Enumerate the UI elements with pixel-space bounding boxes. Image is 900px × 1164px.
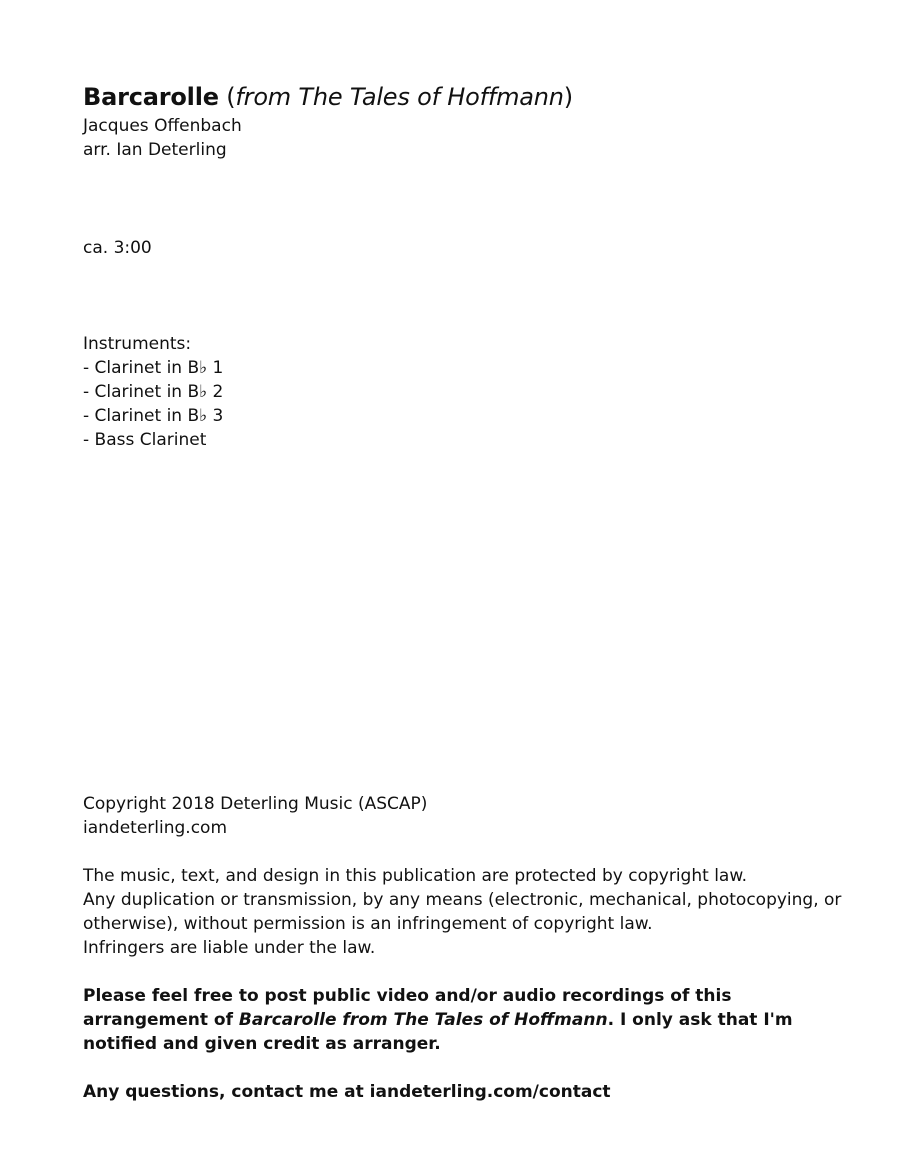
legal-line: The music, text, and design in this publication are protected by copyright law.	[83, 866, 748, 886]
legal-line: Any duplication or transmission, by any means (electronic, mechanical, photocopying, or	[83, 890, 842, 910]
title-open-paren: (	[218, 83, 236, 111]
arranger: arr. Ian Deterling	[83, 140, 227, 160]
title-main: Barcarolle	[83, 83, 219, 111]
instrument-item: - Bass Clarinet	[83, 430, 207, 450]
instrument-list	[83, 332, 223, 452]
instruments-heading: Instruments:	[83, 334, 192, 354]
instrument-item: - Clarinet in B♭ 1	[83, 358, 224, 378]
composer: Jacques Offenbach	[83, 116, 242, 136]
instrument-item: - Clarinet in B♭ 2	[83, 382, 224, 402]
footer-section	[83, 792, 842, 1104]
recording-permission-notice	[83, 984, 823, 1056]
legal-line: Infringers are liable under the law.	[83, 938, 376, 958]
credits	[83, 114, 823, 162]
title-subtitle: from The Tales of Hoffmann	[235, 83, 564, 111]
contact-line: Any questions, contact me at iandeterling.com/contact	[83, 1082, 611, 1102]
website-link[interactable]: iandeterling.com	[83, 818, 228, 838]
notice-work-title: Barcarolle from The Tales of Hoffmann	[238, 1010, 608, 1030]
title-close-paren: )	[563, 83, 573, 111]
notice-part1: Please feel free to post public video and/or audio recordings of this arrangement of	[83, 986, 732, 1030]
legal-line: otherwise), without permission is an infringement of copyright law.	[83, 914, 653, 934]
page-title	[83, 80, 823, 114]
copyright-notice: Copyright 2018 Deterling Music (ASCAP)	[83, 794, 428, 814]
header-section	[83, 80, 823, 450]
notice-part2: . I only ask that I'm notified and given credit as arranger.	[83, 1010, 793, 1054]
duration: ca. 3:00	[83, 238, 152, 258]
instrument-item: - Clarinet in B♭ 3	[83, 406, 224, 426]
